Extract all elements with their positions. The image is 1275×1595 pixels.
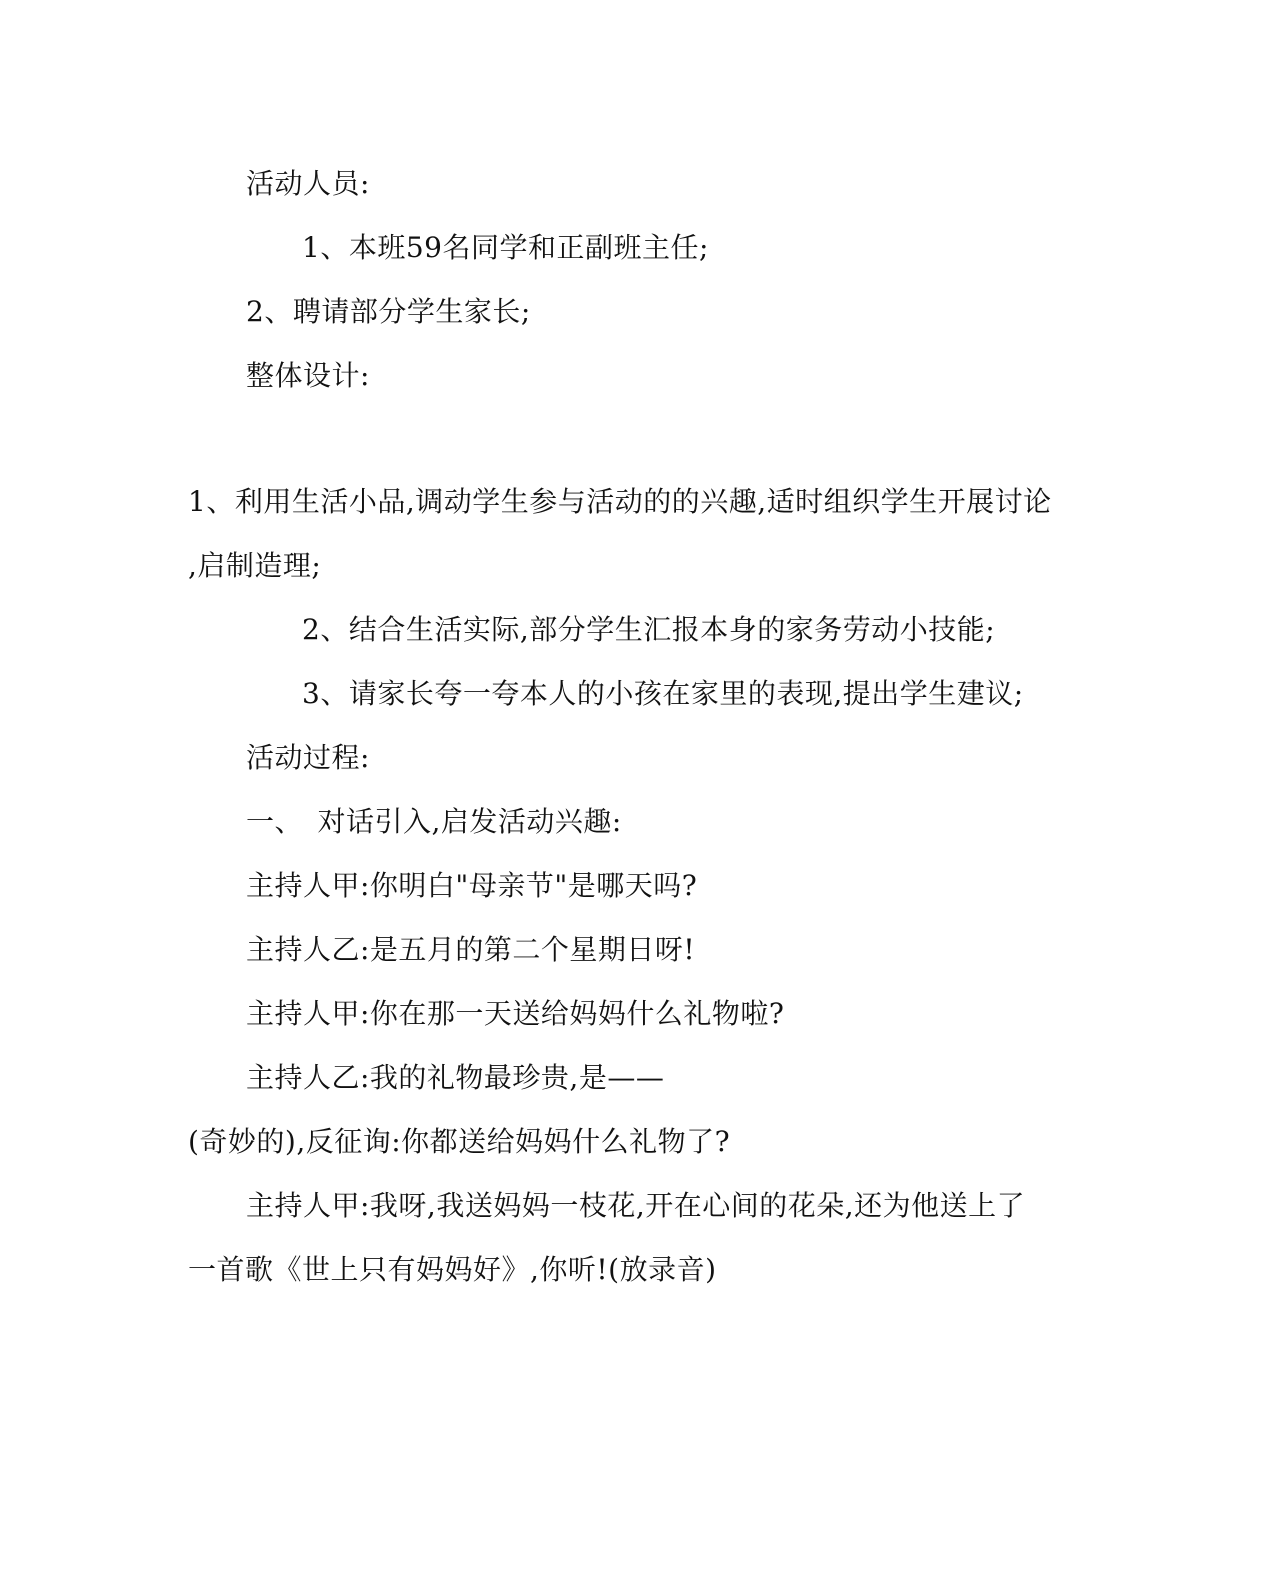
design-item-3: 3、请家长夸一夸本人的小孩在家里的表现,提出学生建议;: [302, 677, 1024, 710]
section-heading-participants: 活动人员:: [246, 167, 370, 200]
dialogue-line: 主持人甲:你明白"母亲节"是哪天吗?: [246, 869, 698, 902]
design-item-1-continued: ,启制造理;: [188, 549, 322, 582]
participant-item-2: 2、聘请部分学生家长;: [246, 295, 531, 328]
section-heading-design: 整体设计:: [246, 359, 370, 392]
participant-item-1: 1、本班59名同学和正副班主任;: [302, 231, 709, 264]
dialogue-line-continued: 一首歌《世上只有妈妈好》,你听!(放录音): [188, 1253, 717, 1286]
process-step-1-heading: 一、 对话引入,启发活动兴趣:: [246, 805, 622, 838]
dialogue-line: 主持人甲:你在那一天送给妈妈什么礼物啦?: [246, 997, 785, 1030]
dialogue-line: 主持人乙:是五月的第二个星期日呀!: [246, 933, 696, 966]
dialogue-line: 主持人甲:我呀,我送妈妈一枝花,开在心间的花朵,还为他送上了: [246, 1189, 1026, 1222]
dialogue-line: 主持人乙:我的礼物最珍贵,是——: [246, 1061, 665, 1094]
section-heading-process: 活动过程:: [246, 741, 370, 774]
dialogue-line-continued: (奇妙的),反征询:你都送给妈妈什么礼物了?: [188, 1125, 731, 1158]
design-item-1: 1、利用生活小品,调动学生参与活动的的兴趣,适时组织学生开展讨论: [188, 485, 1052, 518]
design-item-2: 2、结合生活实际,部分学生汇报本身的家务劳动小技能;: [302, 613, 996, 646]
